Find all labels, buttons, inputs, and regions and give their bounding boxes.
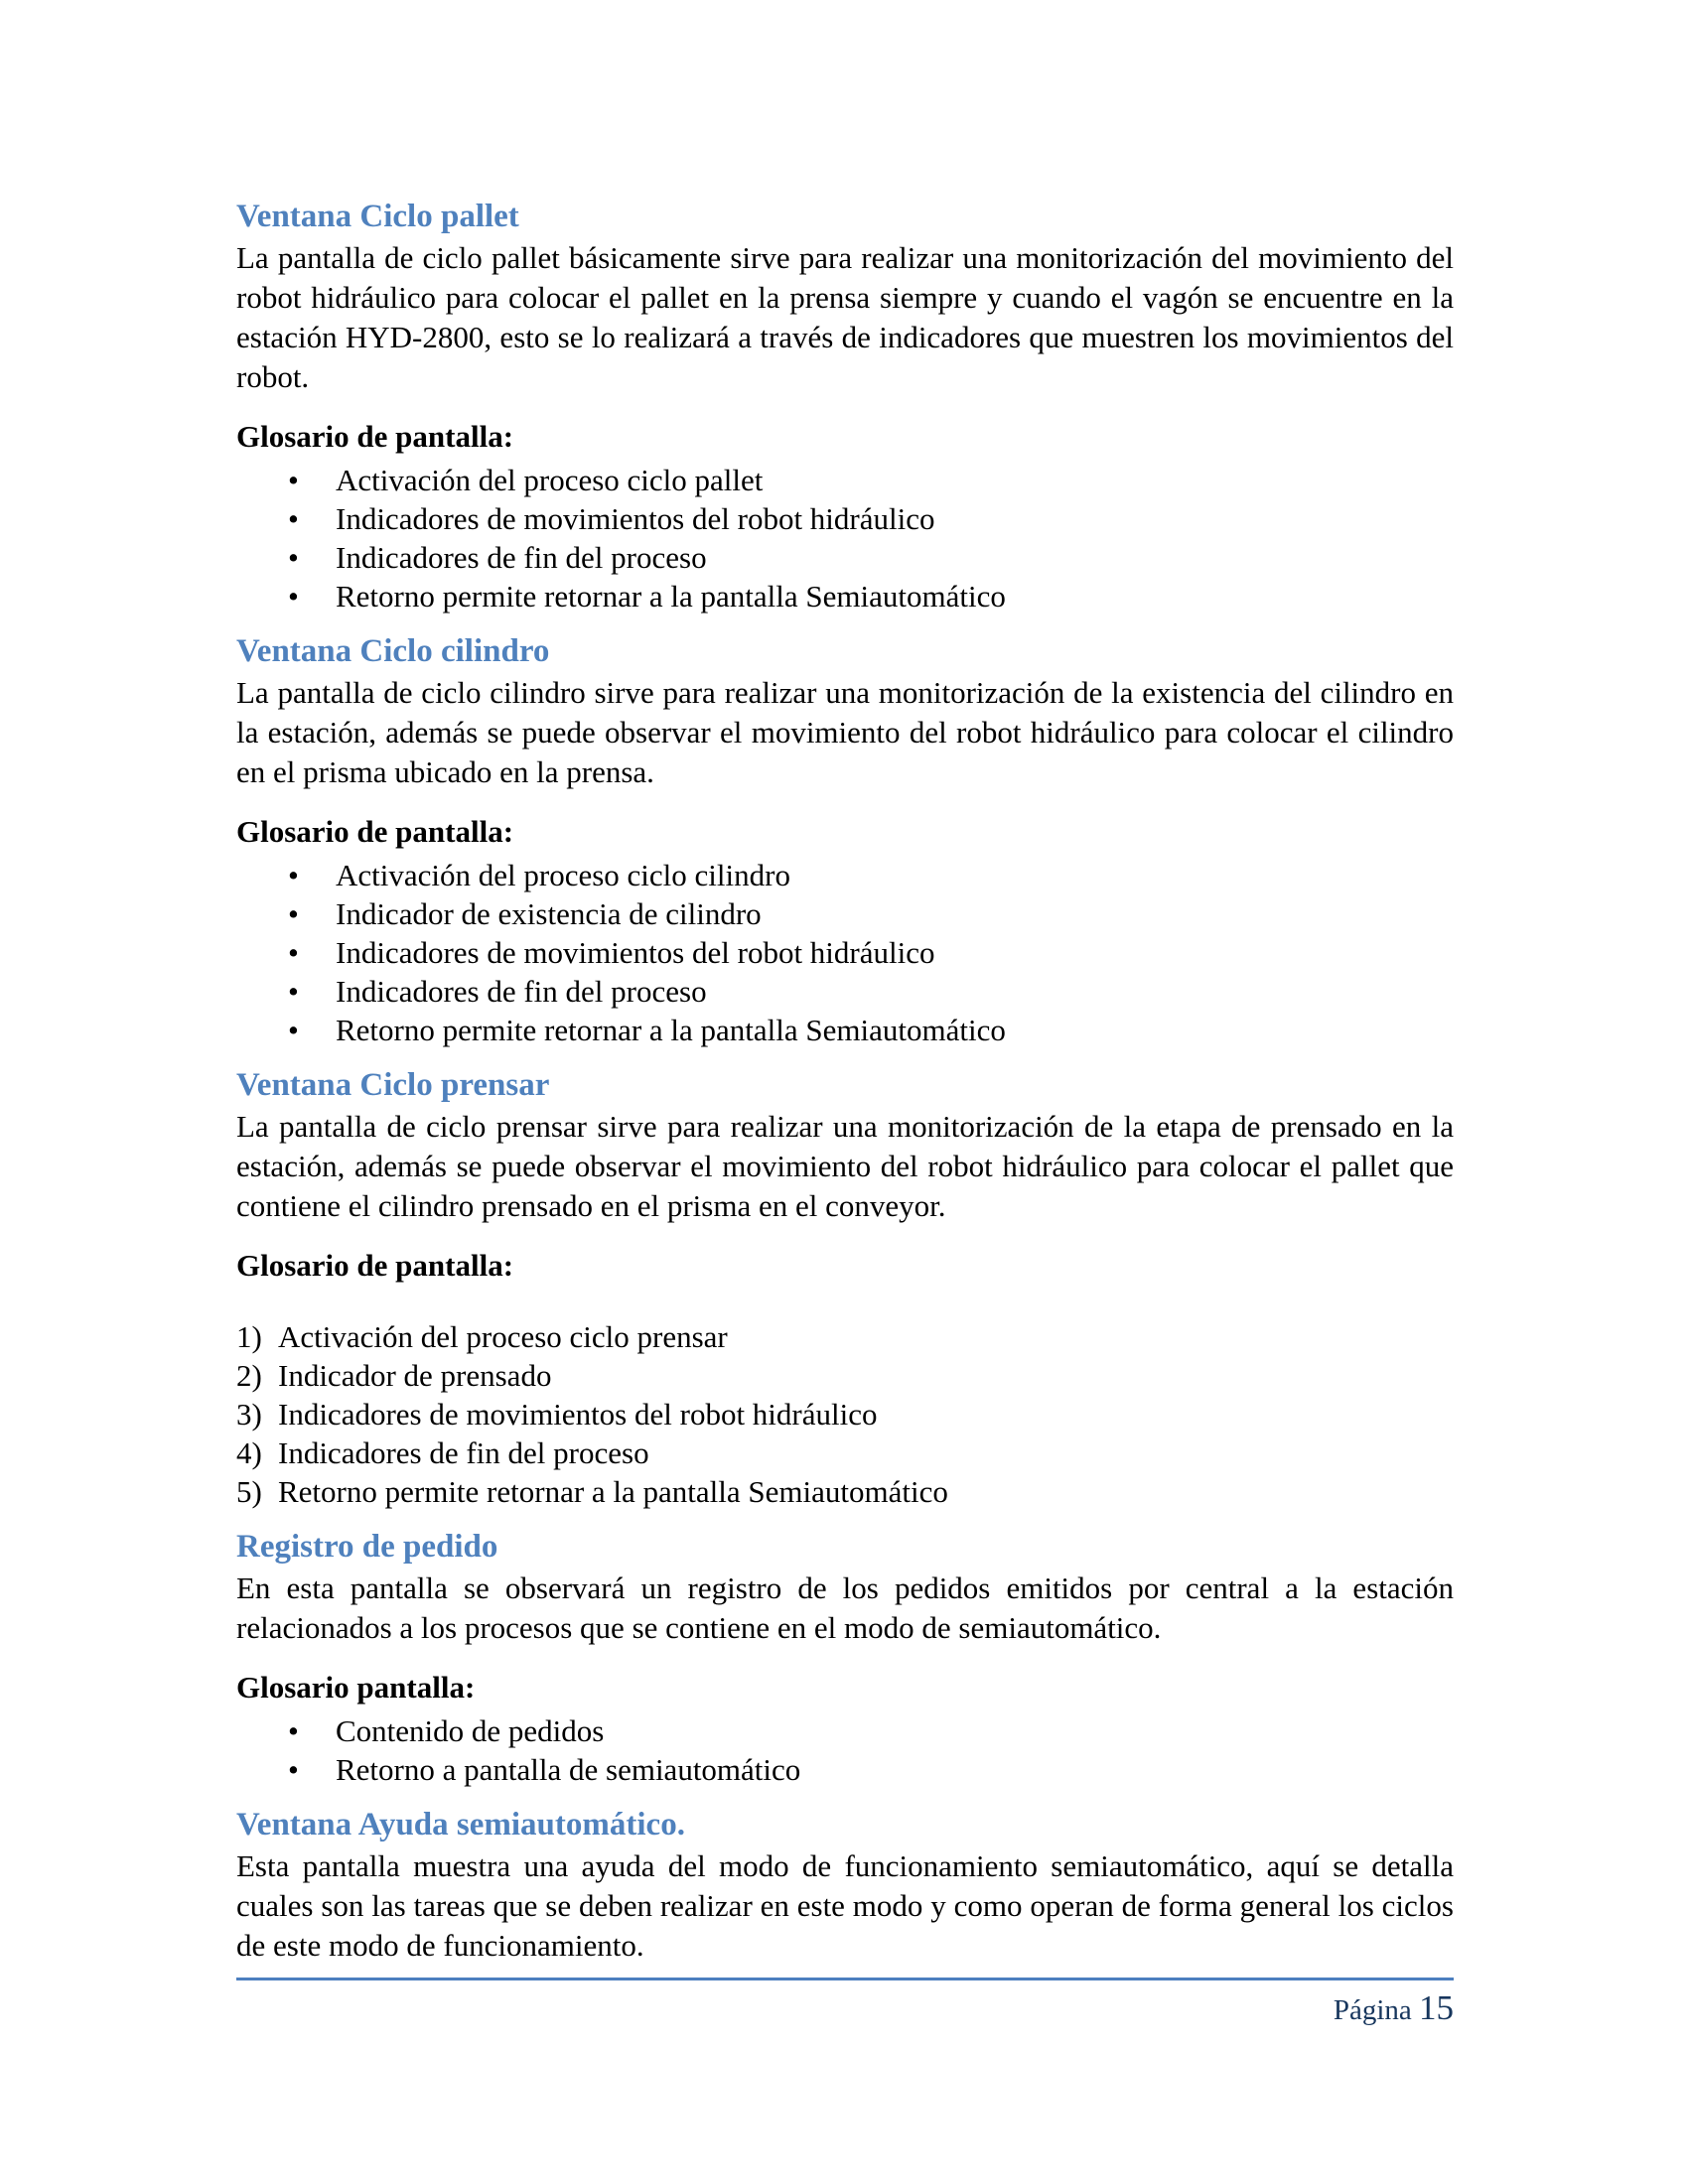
- bullet-icon: •: [288, 858, 299, 892]
- list-item-text: Retorno permite retornar a la pantalla Semiautomático: [278, 1474, 948, 1509]
- section-ventana-ciclo-cilindro: [236, 631, 1454, 1049]
- list-item-text: Activación del proceso ciclo cilindro: [336, 858, 790, 892]
- list-item: [236, 577, 1454, 615]
- bullet-icon: •: [288, 1713, 299, 1748]
- list-item: [236, 1011, 1454, 1049]
- list-item: [236, 538, 1454, 577]
- bullet-icon: •: [288, 540, 299, 575]
- bullet-icon: •: [288, 935, 299, 970]
- list-item-text: Indicadores de movimientos del robot hidráulico: [278, 1397, 878, 1432]
- glossary-heading: Glosario de pantalla:: [236, 814, 514, 849]
- section-heading: Ventana Ciclo pallet: [236, 199, 519, 234]
- list-number: 3): [236, 1397, 262, 1432]
- section-heading: Registro de pedido: [236, 1529, 498, 1565]
- bullet-icon: •: [288, 974, 299, 1009]
- list-item: [236, 972, 1454, 1011]
- list-item: [236, 933, 1454, 972]
- footer-page-label: Página: [1333, 1994, 1412, 2026]
- glossary-numbered-list: [236, 1317, 1454, 1511]
- section-heading: Ventana Ayuda semiautomático.: [236, 1807, 685, 1843]
- glossary-bullet-list: [236, 461, 1454, 615]
- list-item-text: Retorno permite retornar a la pantalla Semiautomático: [336, 579, 1006, 614]
- list-number: 5): [236, 1474, 262, 1509]
- section-ventana-ciclo-pallet: [236, 197, 1454, 615]
- list-item-text: Indicadores de movimientos del robot hidráulico: [336, 501, 935, 536]
- list-item: [236, 1395, 1454, 1433]
- list-item-text: Indicador de prensado: [278, 1358, 552, 1393]
- glossary-bullet-list: [236, 1711, 1454, 1789]
- list-number: 4): [236, 1435, 262, 1470]
- list-item-text: Contenido de pedidos: [336, 1713, 605, 1748]
- section-paragraph: La pantalla de ciclo pallet básicamente sirve para realizar una monitorización del movimiento del robot hidráulico para colocar el pallet en la prensa siempre y cuando el vagón se encuentre en la estación HYD-2800, esto se lo realizará a través de indicadores que muestren los movimientos del robot.: [236, 240, 1454, 394]
- glossary-heading: Glosario de pantalla:: [236, 1248, 514, 1283]
- list-item: [236, 1472, 1454, 1511]
- bullet-icon: •: [288, 1013, 299, 1047]
- list-item: [236, 1750, 1454, 1789]
- section-paragraph: La pantalla de ciclo cilindro sirve para realizar una monitorización de la existencia del cilindro en la estación, además se puede observar el movimiento del robot hidráulico para colocar el cilindro en el prisma ubicado en la prensa.: [236, 675, 1454, 789]
- glossary-bullet-list: [236, 856, 1454, 1049]
- list-item-text: Indicadores de fin del proceso: [336, 974, 707, 1009]
- section-paragraph: La pantalla de ciclo prensar sirve para realizar una monitorización de la etapa de prensado en la estación, además se puede observar el movimiento del robot hidráulico para colocar el pallet que contiene el cilindro prensado en el prisma en el conveyor.: [236, 1109, 1454, 1223]
- list-item: [236, 1433, 1454, 1472]
- bullet-icon: •: [288, 579, 299, 614]
- list-number: 1): [236, 1319, 262, 1354]
- bullet-icon: •: [288, 896, 299, 931]
- list-item-text: Indicadores de fin del proceso: [336, 540, 707, 575]
- list-item: [236, 1356, 1454, 1395]
- section-paragraph: Esta pantalla muestra una ayuda del modo de funcionamiento semiautomático, aquí se detalla cuales son las tareas que se deben realizar en este modo y como operan de forma general los ciclos de este modo de funcionamiento.: [236, 1848, 1454, 1963]
- section-ventana-ciclo-prensar: [236, 1065, 1454, 1511]
- section-registro-de-pedido: [236, 1527, 1454, 1789]
- section-heading: Ventana Ciclo cilindro: [236, 633, 550, 669]
- list-item-text: Activación del proceso ciclo prensar: [278, 1319, 728, 1354]
- list-item-text: Activación del proceso ciclo pallet: [336, 463, 764, 497]
- list-number: 2): [236, 1358, 262, 1393]
- footer-page-number: 15: [1419, 1988, 1454, 2027]
- list-item-text: Indicadores de fin del proceso: [278, 1435, 649, 1470]
- page-number: [236, 1990, 1454, 2028]
- footer-divider: [236, 1978, 1454, 1980]
- glossary-heading: Glosario pantalla:: [236, 1670, 476, 1705]
- list-item: [236, 894, 1454, 933]
- list-item: [236, 1317, 1454, 1356]
- bullet-icon: •: [288, 1752, 299, 1787]
- list-item: [236, 461, 1454, 499]
- bullet-icon: •: [288, 463, 299, 497]
- list-item-text: Retorno permite retornar a la pantalla Semiautomático: [336, 1013, 1006, 1047]
- list-item-text: Indicador de existencia de cilindro: [336, 896, 762, 931]
- section-ventana-ayuda-semiautomatico: [236, 1805, 1454, 1966]
- bullet-icon: •: [288, 501, 299, 536]
- page-footer: [236, 1978, 1454, 2028]
- glossary-heading: Glosario de pantalla:: [236, 419, 514, 454]
- list-item: [236, 1711, 1454, 1750]
- list-item: [236, 499, 1454, 538]
- section-heading: Ventana Ciclo prensar: [236, 1067, 550, 1103]
- section-paragraph: En esta pantalla se observará un registro de los pedidos emitidos por central a la estación relacionados a los procesos que se contiene en el modo de semiautomático.: [236, 1570, 1454, 1645]
- list-item: [236, 856, 1454, 894]
- list-item-text: Indicadores de movimientos del robot hidráulico: [336, 935, 935, 970]
- list-item-text: Retorno a pantalla de semiautomático: [336, 1752, 801, 1787]
